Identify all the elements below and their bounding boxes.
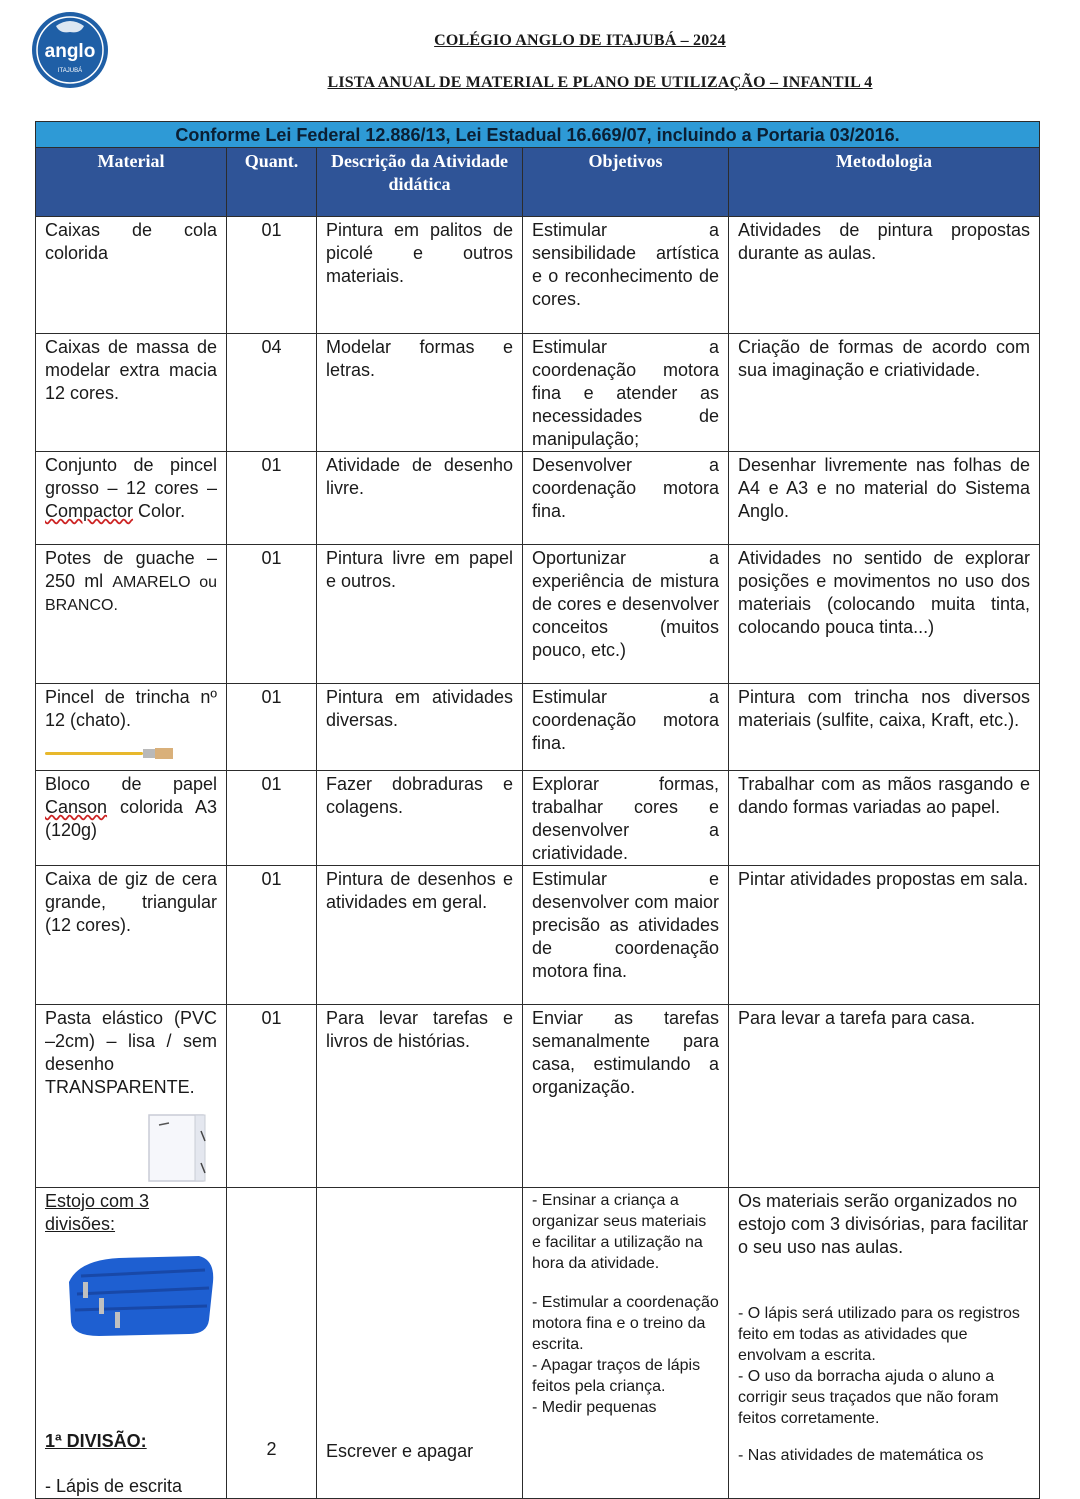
material-cell: Caixas de cola colorida xyxy=(36,217,227,334)
col-header-objetivos: Objetivos xyxy=(523,148,729,217)
objetivos-cell: Estimular a coordenação motora fina. xyxy=(523,684,729,771)
table-row xyxy=(36,866,1040,1005)
quant-value: 2 xyxy=(266,1439,277,1459)
material-text: Conjunto de pincel grosso – 12 cores – xyxy=(45,455,217,498)
table-header-row xyxy=(36,148,1040,217)
objetivos-cell: Desenvolver a coordenação motora fina. xyxy=(523,452,729,545)
objetivos-cell: Estimular a sensibilidade artística e o reconhecimento de cores. xyxy=(523,217,729,334)
table-row xyxy=(36,545,1040,684)
law-note: Conforme Lei Federal 12.886/13, Lei Estadual 16.669/07, incluindo a Portaria 03/2016. xyxy=(36,122,1040,148)
material-cell: Caixa de giz de cera grande, triangular (12 cores). xyxy=(36,866,227,1005)
descricao-cell: Pintura em palitos de picolé e outros materiais. xyxy=(317,217,523,334)
descricao-cell: Fazer dobraduras e colagens. xyxy=(317,771,523,866)
table-row xyxy=(36,1188,1040,1499)
material-cell xyxy=(36,452,227,545)
quant-cell: 04 xyxy=(227,334,317,452)
table-row xyxy=(36,452,1040,545)
logo-subtext: ITAJUBÁ xyxy=(57,68,83,74)
objetivo-item: - Ensinar a criança a organizar seus materiais e facilitar a utilização na hora da atividade. xyxy=(532,1192,707,1272)
material-text: Pincel de trincha nº 12 (chato). xyxy=(45,687,217,730)
descricao-cell xyxy=(317,1188,523,1499)
material-text: Pasta elástico (PVC –2cm) – lisa / sem desenho TRANSPARENTE. xyxy=(45,1008,217,1097)
col-header-metodologia: Metodologia xyxy=(729,148,1040,217)
objetivos-cell: Explorar formas, trabalhar cores e desenvolver a criatividade. xyxy=(523,771,729,866)
metodologia-cell: Para levar a tarefa para casa. xyxy=(729,1005,1040,1188)
table-row xyxy=(36,334,1040,452)
objetivos-cell xyxy=(523,1188,729,1499)
metodologia-item: - O lápis será utilizado para os registros feito em todas as atividades que envolvam a escrita. xyxy=(738,1305,1020,1364)
metodologia-item: - Nas atividades de matemática os xyxy=(738,1447,984,1464)
material-text: colorida A3 (120g) xyxy=(45,797,217,840)
material-text: AMARELO ou BRANCO. xyxy=(45,574,217,614)
quant-cell xyxy=(227,1188,317,1499)
document-subtitle: LISTA ANUAL DE MATERIAL E PLANO DE UTILIZAÇÃO – INFANTIL 4 xyxy=(327,74,873,91)
descricao-cell: Atividade de desenho livre. xyxy=(317,452,523,545)
quant-cell: 01 xyxy=(227,771,317,866)
material-text: Bloco de papel xyxy=(45,774,217,794)
material-cell xyxy=(36,684,227,771)
material-brand: Compactor xyxy=(45,501,134,521)
logo-text: anglo xyxy=(44,41,96,62)
col-header-material: Material xyxy=(36,148,227,217)
descricao-text: Escrever e apagar xyxy=(326,1441,474,1461)
objetivos-cell: Enviar as tarefas semanalmente para casa, estimulando a organização. xyxy=(523,1005,729,1188)
material-item: - Lápis de escrita xyxy=(45,1476,183,1496)
metodologia-cell: Criação de formas de acordo com sua imaginação e criatividade. xyxy=(729,334,1040,452)
metodologia-cell: Atividades no sentido de explorar posições e movimentos no uso dos materiais (colocando muita tinta, colocando pouca tinta...) xyxy=(729,545,1040,684)
material-text: Color. xyxy=(138,501,186,521)
table-row xyxy=(36,771,1040,866)
material-cell xyxy=(36,1188,227,1499)
metodologia-cell: Desenhar livremente nas folhas de A4 e A3 e no material do Sistema Anglo. xyxy=(729,452,1040,545)
material-cell xyxy=(36,1005,227,1188)
col-header-descricao: Descrição da Atividade didática xyxy=(317,148,523,217)
objetivos-cell: Estimular a coordenação motora fina e atender as necessidades de manipulação; xyxy=(523,334,729,452)
quant-cell: 01 xyxy=(227,452,317,545)
quant-cell: 01 xyxy=(227,217,317,334)
metodologia-item: Os materiais serão organizados no estojo com 3 divisórias, para facilitar o seu uso nas aulas. xyxy=(738,1191,1029,1257)
metodologia-cell: Atividades de pintura propostas durante as aulas. xyxy=(729,217,1040,334)
objetivos-cell: Oportunizar a experiência de mistura de cores e desenvolver conceitos (muitos pouco, etc.) xyxy=(523,545,729,684)
folder-image xyxy=(145,1111,209,1187)
paintbrush-image xyxy=(45,746,173,760)
material-cell xyxy=(36,771,227,866)
metodologia-cell: Pintar atividades propostas em sala. xyxy=(729,866,1040,1005)
material-cell: Caixas de massa de modelar extra macia 12 cores. xyxy=(36,334,227,452)
table-row xyxy=(36,217,1040,334)
objetivo-item: - Estimular a coordenação motora fina e o treino da escrita. xyxy=(532,1294,719,1353)
objetivo-item: - Apagar traços de lápis feitos pela criança. xyxy=(532,1357,701,1395)
material-cell xyxy=(36,545,227,684)
division-heading: 1ª DIVISÃO: xyxy=(45,1431,147,1451)
table-row xyxy=(36,684,1040,771)
descricao-cell: Modelar formas e letras. xyxy=(317,334,523,452)
material-brand: Canson xyxy=(45,797,108,817)
descricao-cell: Pintura livre em papel e outros. xyxy=(317,545,523,684)
material-text: Estojo com 3 divisões: xyxy=(45,1191,150,1234)
material-text: Potes de guache – 250 ml xyxy=(45,548,217,591)
pencil-case-image xyxy=(59,1242,219,1342)
quant-cell: 01 xyxy=(227,866,317,1005)
objetivos-cell: Estimular e desenvolver com maior precisão as atividades de coordenação motora fina. xyxy=(523,866,729,1005)
quant-cell: 01 xyxy=(227,684,317,771)
descricao-cell: Pintura de desenhos e atividades em geral. xyxy=(317,866,523,1005)
descricao-cell: Pintura em atividades diversas. xyxy=(317,684,523,771)
metodologia-item: - O uso da borracha ajuda o aluno a corrigir seus traçados que não foram feitos corretamente. xyxy=(738,1368,999,1427)
metodologia-cell xyxy=(729,1188,1040,1499)
metodologia-cell: Trabalhar com as mãos rasgando e dando formas variadas ao papel. xyxy=(729,771,1040,866)
material-table xyxy=(35,121,1040,1499)
descricao-cell: Para levar tarefas e livros de histórias. xyxy=(317,1005,523,1188)
quant-cell: 01 xyxy=(227,1005,317,1188)
table-row xyxy=(36,1005,1040,1188)
quant-cell: 01 xyxy=(227,545,317,684)
metodologia-cell: Pintura com trincha nos diversos materiais (sulfite, caixa, Kraft, etc.). xyxy=(729,684,1040,771)
document-title: COLÉGIO ANGLO DE ITAJUBÁ – 2024 xyxy=(434,32,726,49)
objetivo-item: - Medir pequenas xyxy=(532,1399,657,1416)
law-note-row xyxy=(36,122,1040,148)
col-header-quant: Quant. xyxy=(227,148,317,217)
